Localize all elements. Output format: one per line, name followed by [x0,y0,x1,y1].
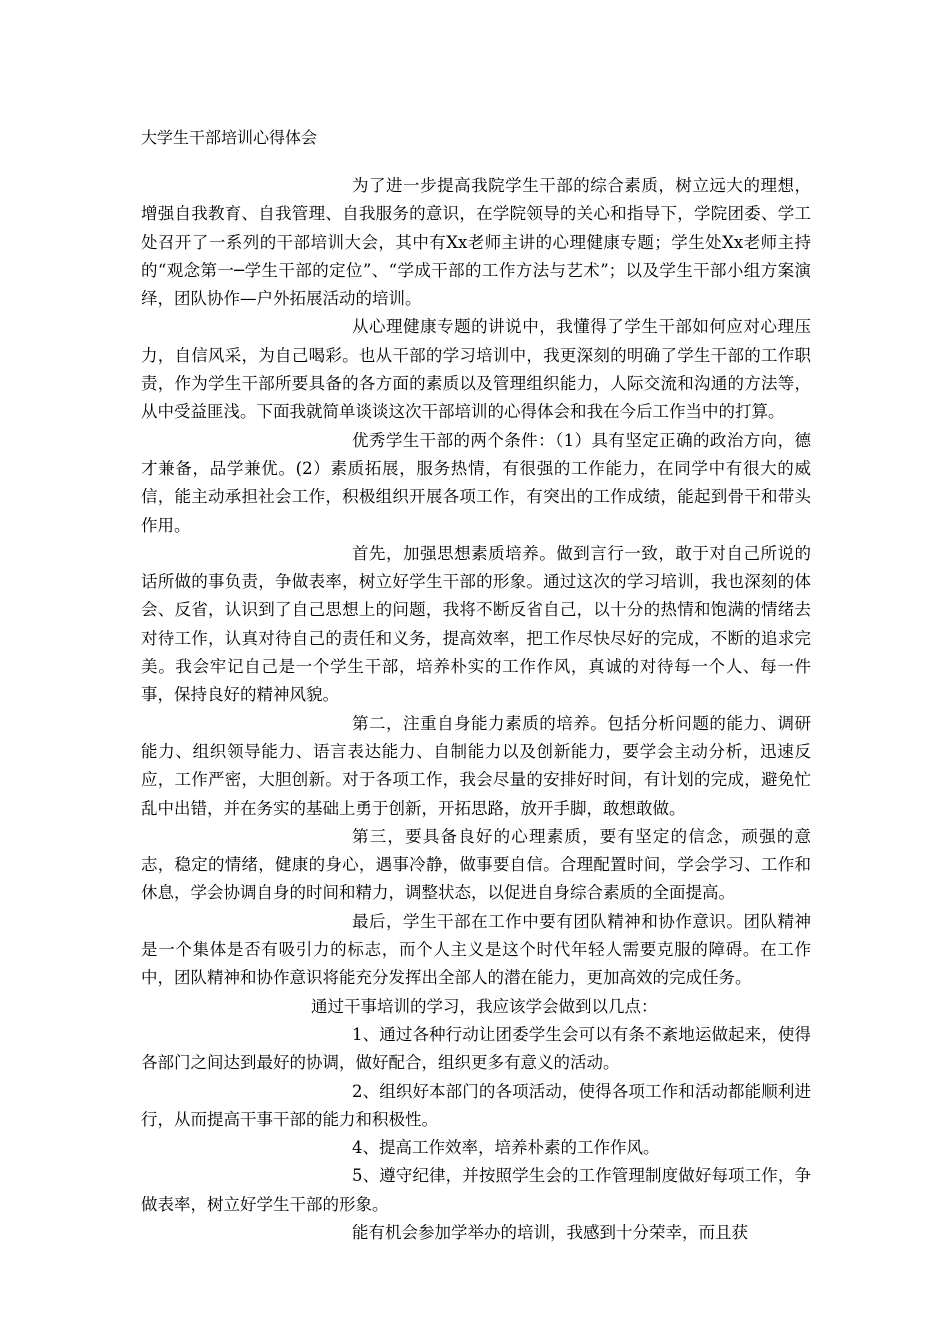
paragraph: 优秀学生干部的两个条件：（1）具有坚定正确的政治方向，德才兼备，品学兼优。(2）素质拓展，服务热情，有很强的工作能力，在同学中有很大的威信，能主动承担社会工作，积极组织开展各项工作，有突出的工作成绩，能起到骨干和带头作用。 [141,430,811,535]
paragraph: 5、遵守纪律，并按照学生会的工作管理制度做好每项工作，争做表率，树立好学生干部的形象。 [141,1166,811,1214]
paragraph: 1、通过各种行动让团委学生会可以有条不紊地运做起来，使得各部门之间达到最好的协调，做好配合，组织更多有意义的活动。 [141,1024,811,1073]
document-body [141,172,811,1247]
paragraph: 能有机会参加学举办的培训，我感到十分荣幸，而且获 [352,1222,748,1242]
paragraph: 首先，加强思想素质培养。做到言行一致，敢于对自己所说的话所做的事负责，争做表率，树立好学生干部的形象。通过这次的学习培训，我也深刻的体会、反省，认识到了自己思想上的问题，我将不断反省自己，以十分的热情和饱满的情绪去对待工作，认真对待自己的责任和义务，提高效率，把工作尽快尽好的完成，不断的追求完美。我会牢记自己是一个学生干部，培养朴实的工作作风，真诚的对待每一个人、每一件事，保持良好的精神风貌。 [141,543,811,705]
paragraph: 从心理健康专题的讲说中，我懂得了学生干部如何应对心理压力，自信风采，为自己喝彩。也从干部的学习培训中，我更深刻的明确了学生干部的工作职责，作为学生干部所要具备的各方面的素质以及管理组织能力，人际交流和沟通的方法等，从中受益匪浅。下面我就简单谈谈这次干部培训的心得体会和我在今后工作当中的打算。 [141,317,811,422]
paragraph: 第三，要具备良好的心理素质，要有坚定的信念，顽强的意志，稳定的情绪，健康的身心，遇事冷静，做事要自信。合理配置时间，学会学习、工作和休息，学会协调自身的时间和精力，调整状态，以促进自身综合素质的全面提高。 [141,826,811,903]
paragraph: 最后，学生干部在工作中要有团队精神和协作意识。团队精神是一个集体是否有吸引力的标志，而个人主义是这个时代年轻人需要克服的障碍。在工作中，团队精神和协作意识将能充分发挥出全部人的潜在能力，更加高效的完成任务。 [141,911,811,988]
paragraph: 第二，注重自身能力素质的培养。包括分析问题的能力、调研能力、组织领导能力、语言表达能力、自制能力以及创新能力，要学会主动分析，迅速反应，工作严密，大胆创新。对于各项工作，我会尽量的安排好时间，有计划的完成，避免忙乱中出错，并在务实的基础上勇于创新，开拓思路，放开手脚，敢想敢做。 [141,713,811,818]
paragraph: 通过干事培训的学习，我应该学会做到以几点： [311,996,658,1016]
paragraph: 4、提高工作效率，培养朴素的工作作风。 [352,1138,660,1158]
paragraph: 为了进一步提高我院学生干部的综合素质，树立远大的理想，增强自我教育、自我管理、自我服务的意识，在学院领导的关心和指导下，学院团委、学工处召开了一系列的干部培训大会，其中有Xx老师主讲的心理健康专题；学生处Xx老师主持的“观念第一─学生干部的定位”、“学成干部的工作方法与艺术”；以及学生干部小组方案演绎，团队协作—户外拓展活动的培训。 [141,176,811,309]
document-title: 大学生干部培训心得体会 [141,128,318,147]
paragraph: 2、组织好本部门的各项活动，使得各项工作和活动都能顺利进行，从而提高干事干部的能力和积极性。 [141,1081,811,1129]
